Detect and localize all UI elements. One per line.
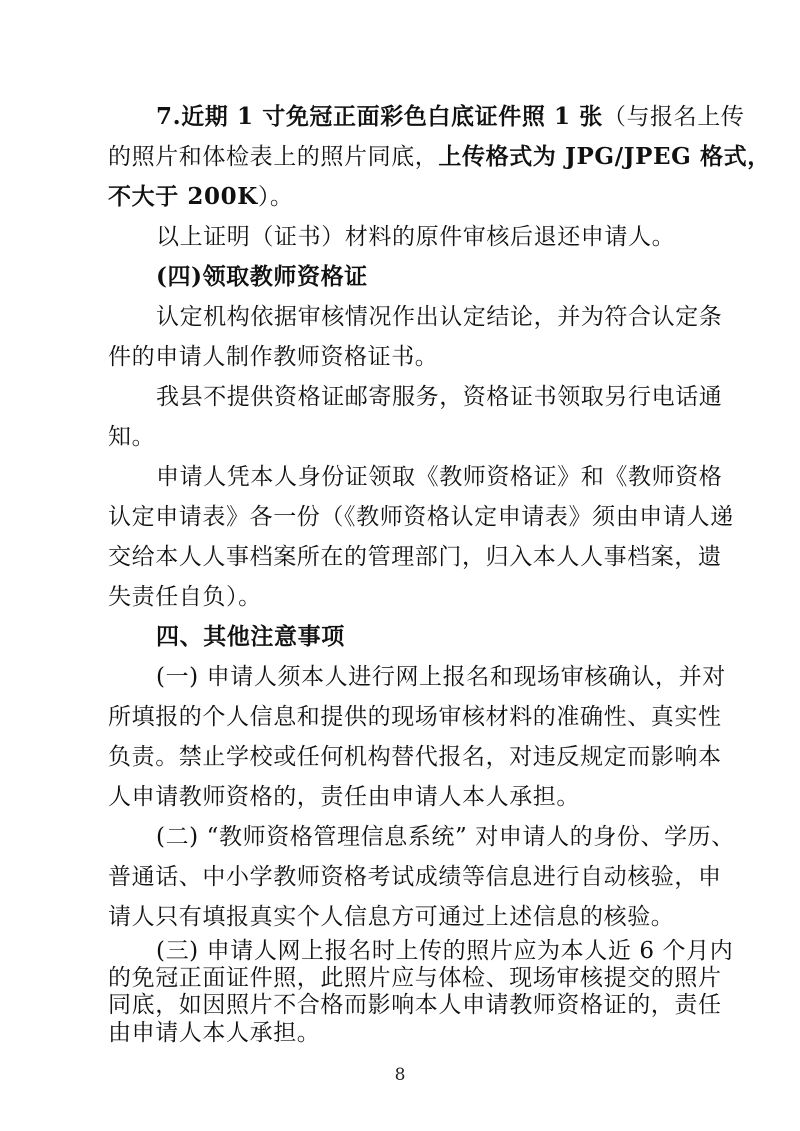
- para-mail-line1: 我县不提供资格证邮寄服务，资格证书领取另行电话通: [156, 384, 723, 410]
- note1-line1: (一) 申请人须本人进行网上报名和现场审核确认，并对: [156, 664, 726, 690]
- note1-line2: 所填报的个人信息和提供的现场审核材料的准确性、真实性: [108, 704, 722, 730]
- note3-line4: 由申请人本人承担。: [108, 1020, 321, 1046]
- note2-line3: 请人只有填报真实个人信息方可通过上述信息的核验。: [108, 904, 675, 930]
- item7-line1-normal: （与报名上传: [602, 104, 745, 130]
- section-4-heading: (四)领取教师资格证: [156, 263, 368, 290]
- item7-line2: [108, 142, 771, 172]
- note3-line2: 的免冠正面证件照，此照片应与体检、现场审核提交的照片: [108, 965, 722, 991]
- item7-line3-bold: 不大于 200K: [108, 183, 258, 210]
- para-pickup-line2: 认定申请表》各一份（《教师资格认定申请表》须由申请人递: [108, 504, 734, 530]
- item7-line2-bold: 上传格式为 JPG/JPEG 格式，: [438, 143, 771, 170]
- item7-line3-normal: ）。: [257, 184, 294, 210]
- para-cert-line1: 认定机构依据审核情况作出认定结论，并为符合认定条: [156, 304, 723, 330]
- item7-line1: [156, 102, 746, 132]
- para-pickup-line1: 申请人凭本人身份证领取《教师资格证》和《教师资格: [156, 464, 723, 490]
- note1-line3: 负责。禁止学校或任何机构替代报名，对违反规定而影响本: [108, 744, 722, 770]
- note3-line1: (三) 申请人网上报名时上传的照片应为本人近 6 个月内: [156, 938, 734, 964]
- para-pickup-line3: 交给本人人事档案所在的管理部门，归入本人人事档案，遗: [108, 544, 722, 570]
- para-cert-line2: 件的申请人制作教师资格证书。: [108, 344, 439, 370]
- note2-line1: (二) “教师资格管理信息系统” 对申请人的身份、学历、: [156, 824, 735, 850]
- para-mail-line2: 知。: [108, 424, 156, 450]
- part-4-heading: 四、其他注意事项: [156, 623, 345, 650]
- note2-line2: 普通话、中小学教师资格考试成绩等信息进行自动核验，申: [108, 864, 722, 890]
- item7-line2-normal: 的照片和体检表上的照片同底，: [108, 144, 439, 170]
- item7-line1-bold: 7.近期 1 寸免冠正面彩色白底证件照 1 张: [156, 103, 603, 130]
- para-pickup-line4: 失责任自负）。: [108, 584, 262, 610]
- page-number: 8: [394, 1065, 406, 1085]
- item7-line3: [108, 182, 698, 212]
- note3-line3: 同底，如因照片不合格而影响本人申请教师资格证的，责任: [108, 992, 722, 1018]
- returned-note: 以上证明（证书）材料的原件审核后退还申请人。: [156, 224, 676, 250]
- note1-line4: 人申请教师资格的，责任由申请人本人承担。: [108, 784, 580, 810]
